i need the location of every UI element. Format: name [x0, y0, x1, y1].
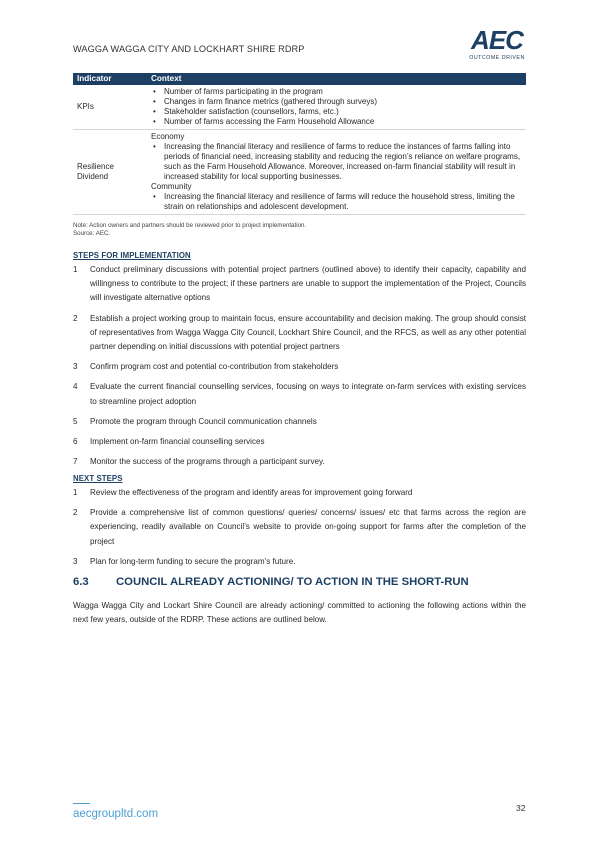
section-heading — [73, 576, 469, 588]
kpi-bullet-list — [151, 87, 522, 127]
step-text: Promote the program through Council communication channels — [90, 416, 317, 426]
step-number: 2 — [73, 508, 78, 518]
step-text: Implement on-farm financial counselling services — [90, 437, 265, 447]
step-text: Provide a comprehensive list of common questions/ queries/ concerns/ issues/ etc that farms across the region are experiencing, readily available on Council’s website to provide on-going support for farms after the completion of the project — [90, 508, 526, 546]
table-header-row — [73, 73, 526, 85]
table-notes — [73, 222, 306, 238]
logo-tagline: OUTCOME DRIVEN — [469, 55, 525, 61]
list-item — [73, 380, 526, 408]
column-header-context: Context — [147, 73, 526, 85]
step-text: Confirm program cost and potential co-contribution from stakeholders — [90, 362, 339, 372]
list-item — [73, 435, 526, 449]
aec-logo — [466, 27, 528, 61]
step-number: 6 — [73, 437, 78, 447]
community-bullet-list — [151, 192, 522, 212]
section-number: 6.3 — [73, 576, 89, 588]
economy-bullet-list — [151, 142, 522, 182]
economy-heading: Economy — [151, 132, 185, 141]
step-text: Plan for long-term funding to secure the program’s future. — [90, 556, 296, 566]
page-number: 32 — [516, 803, 526, 813]
list-item — [73, 415, 526, 429]
column-header-indicator: Indicator — [73, 73, 147, 85]
step-text: Monitor the success of the programs through a participant survey. — [90, 457, 325, 467]
list-item — [73, 455, 526, 469]
step-number: 1 — [73, 265, 78, 274]
community-heading: Community — [151, 182, 192, 191]
step-number: 2 — [73, 313, 78, 323]
list-item — [73, 312, 526, 355]
list-item: • Stakeholder satisfaction (counsellors, farms, etc.) — [151, 107, 522, 117]
step-text: Conduct preliminary discussions with potential project partners (outlined above) to identify their capacity, capability and willingness to contribute to the project; if these partners are unable to support the implementation of the Project, Councils will investigate alternative options — [90, 265, 526, 303]
footer-website: aecgroupltd.com — [73, 808, 159, 820]
indicator-cell-resilience-dividend: Resilience Dividend — [73, 130, 147, 215]
table-note: Note: Action owners and partners should be reviewed prior to project implementation. — [73, 222, 307, 229]
next-steps-heading: NEXT STEPS — [73, 474, 123, 483]
document-header-title: WAGGA WAGGA CITY AND LOCKHART SHIRE RDRP — [73, 44, 305, 54]
step-number: 7 — [73, 457, 78, 467]
list-item — [73, 486, 526, 500]
section-title: COUNCIL ALREADY ACTIONING/ TO ACTION IN THE SHORT-RUN — [116, 576, 469, 588]
step-number: 5 — [73, 416, 78, 426]
next-steps-list — [73, 486, 526, 569]
list-item — [73, 555, 526, 569]
step-number: 3 — [73, 362, 78, 372]
logo-wordmark: AEC — [471, 25, 523, 55]
indicator-cell-kpis: KPIs — [73, 85, 147, 130]
context-cell-kpis — [147, 85, 526, 130]
step-text: Review the effectiveness of the program and identify areas for improvement going forward — [90, 488, 413, 497]
list-item: • Increasing the financial literacy and resilience of farms to reduce the instances of farms falling into periods of financial need, increasing stability and reducing the region’s reliance on welfare programs, such as the Farm Household Allowance. Moreover, increased on-farm financial stability will result in increased stability for local supporting businesses. — [151, 142, 522, 182]
section-paragraph: Wagga Wagga City and Lockart Shire Council are already actioning/ committed to actioning the following actions within the next few years, outside of the RDRP. These actions are outlined below. — [73, 601, 526, 625]
list-item — [73, 506, 526, 549]
step-text: Evaluate the current financial counselling services, focusing on ways to integrate on-farm services with existing services to streamline project adoption — [90, 382, 526, 406]
list-item — [73, 360, 526, 374]
indicator-context-table — [73, 73, 526, 215]
step-number: 3 — [73, 556, 78, 566]
list-item: • Changes in farm finance metrics (gathered through surveys) — [151, 97, 522, 107]
step-text: Establish a project working group to maintain focus, ensure accountability and decision making. The group should consist of representatives from Wagga Wagga City Council, Lockhart Shire Council, and the RFCS, as well as any other potential partner depending on initial discussions with potential project partners — [90, 313, 526, 352]
list-item: • Increasing the financial literacy and resilience of farms will reduce the household stress, limiting the strain on relationships and adolescent development. — [151, 192, 522, 212]
footer-accent-line — [73, 803, 90, 804]
context-cell-resilience-dividend — [147, 130, 526, 215]
steps-implementation-heading: STEPS FOR IMPLEMENTATION — [73, 251, 191, 260]
list-item: • Number of farms accessing the Farm Household Allowance — [151, 117, 522, 127]
steps-implementation-list — [73, 263, 526, 469]
list-item: • Number of farms participating in the program — [151, 87, 522, 97]
table-row-resilience-dividend — [73, 130, 526, 215]
table-source: Source: AEC. — [73, 230, 111, 237]
step-number: 4 — [73, 382, 78, 392]
table-row-kpis — [73, 85, 526, 130]
list-item — [73, 263, 526, 306]
step-number: 1 — [73, 488, 78, 497]
